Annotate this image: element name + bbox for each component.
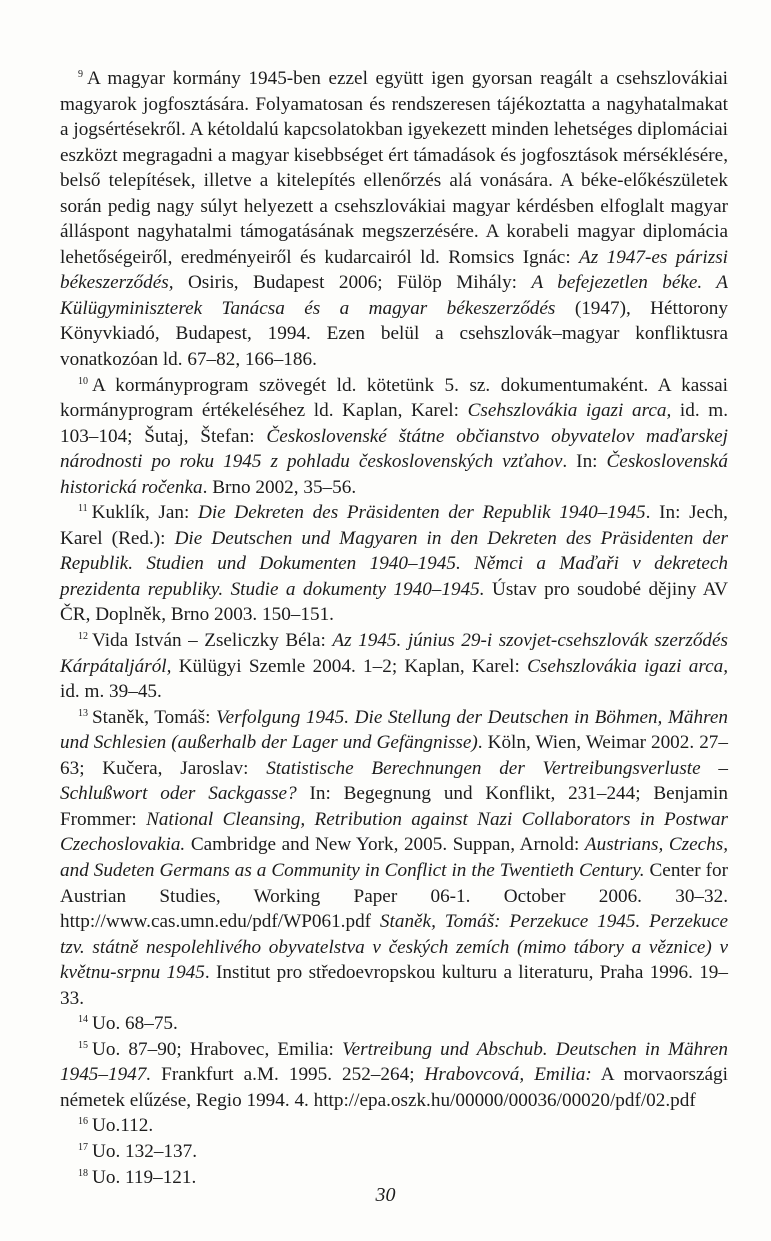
footnote-number: 18 (78, 1167, 88, 1179)
footnote-title-italic: National Cleansing, Retribution against Nazi Collaborators in Postwar Czechoslovakia. (60, 808, 728, 856)
footnote-text: A morvaországi németek elűzése, Regio 1994. 4. http://epa.oszk.hu/00000/00036/00020/pdf/02.pdf (60, 1064, 728, 1111)
footnote-number: 16 (78, 1116, 88, 1128)
footnote-text: Ústav pro soudobé dějiny AV ČR, Doplněk, Brno 2003. 150–151. (60, 578, 728, 626)
footnote-number: 15 (78, 1039, 88, 1051)
footnote-number: 13 (78, 707, 88, 719)
footnote (60, 628, 728, 705)
footnote (60, 373, 728, 501)
footnote-number: 10 (78, 375, 88, 387)
footnote (60, 1113, 728, 1139)
footnote-title-italic: Československé štátne občianstvo obyvatelov maďarskej národnosti po roku 1945 z pohladu československých vzťahov (60, 425, 728, 473)
footnote (60, 1037, 728, 1114)
footnote-title-italic: Az 1945. június 29-i szovjet-csehszlovák szerződés Kárpátaljáról, (60, 630, 728, 677)
footnote-number: 12 (78, 631, 88, 643)
footnote (60, 500, 728, 628)
footnote-text: Uo. 119–121. (92, 1166, 197, 1188)
footnote-number: 11 (78, 503, 88, 515)
footnote-text: In: Begegnung und Konflikt, 231–244; Benjamin Frommer: (60, 783, 728, 830)
footnote-number: 17 (78, 1141, 88, 1153)
footnote-title-italic: Az 1947-es párizsi békeszerződés, (60, 246, 728, 294)
footnote (60, 1139, 728, 1165)
footnote-title-italic: Statistische Berechnungen der Vertreibungsverluste – Schlußwort oder Sackgasse? (60, 757, 728, 805)
page-number: 30 (375, 1184, 396, 1206)
footnote-text: . Institut pro středoevropskou kulturu a literaturu, Praha 1996. 19–33. (60, 962, 728, 1009)
footnote-title-italic: Československá historická ročenka (60, 451, 728, 498)
footnote-title-italic: Hrabovcová, Emilia: (424, 1064, 592, 1086)
footnote-number: 9 (78, 69, 83, 80)
footnote (60, 705, 728, 1012)
footnote-title-italic: Austrians, Czechs, and Sudeten Germans as a Community in Conflict in the Twentieth Century. (60, 834, 728, 881)
footnote-text: Vida István – Zseliczky Béla: (92, 630, 333, 652)
footnote-text: Uo. 132–137. (92, 1140, 197, 1162)
footnote-text: Uo. 87–90; Hrabovec, Emilia: (92, 1038, 343, 1060)
footnote-text: Uo. 68–75. (92, 1013, 178, 1035)
footnote-title-italic: Die Deutschen und Magyaren in den Dekreten des Präsidenten der Republik. Studien und Dokumenten 1940–1945. Němci a Maďaři v dekretech prezidenta republiky. Studie a dokumenty 1940–1945. (60, 527, 728, 600)
footnote-text: . In: Jech, Karel (Red.): (60, 502, 728, 549)
footnote-title-italic: Staněk, Tomáš: Perzekuce 1945. Perzekuce tzv. státně nespolehlivého obyvatelstva v českých zemích (mimo tábory a věznice) v květnu-srpnu 1945 (60, 911, 728, 984)
footnote-text: Uo.112. (92, 1115, 154, 1137)
footnote-text: Kuklík, Jan: (91, 502, 198, 524)
footnote-text: Cambridge and New York, 2005. Suppan, Arnold: (185, 834, 585, 856)
footnote-text: Center for Austrian Studies, Working Paper 06-1. October 2006. 30–32. http://www.cas.umn.edu/pdf/WP061.pdf (60, 859, 728, 933)
footnote-text: . Brno 2002, 35–56. (202, 476, 357, 498)
footnote-text: Staněk, Tomáš: (92, 706, 217, 728)
footnote-text: id. m. 39–45. (60, 681, 162, 703)
footnote-text: . In: (562, 451, 607, 473)
footnote-title-italic: Vertreibung und Abschub. Deutschen in Mähren 1945–1947. (60, 1038, 729, 1086)
footnote-text: id. m. 103–104; Šutaj, Štefan: (60, 400, 728, 447)
footnote-title-italic: Csehszlovákia igazi arca, (527, 655, 728, 677)
footnote-title-italic: A befejezetlen béke. A Külügyminiszterek Tanácsa és a magyar békeszerződés (60, 272, 729, 319)
footnote-title-italic: Csehszlovákia igazi arca, (467, 400, 672, 422)
footnote-text: . Köln, Wien, Weimar 2002. 27–63; Kučera, Jaroslav: (60, 732, 728, 779)
footnote-text: Frankfurt a.M. 1995. 252–264; (151, 1064, 425, 1086)
footnote-text: A kormányprogram szövegét ld. kötetünk 5. sz. dokumentumaként. A kassai kormányprogram értékeléséhez ld. Kaplan, Karel: (60, 374, 728, 422)
footnote-text: A magyar kormány 1945-ben ezzel együtt igen gyorsan reagált a csehszlovákiai magyarok jogfosztására. Folyamatosan és rendszeresen tájékoztatta a nagyhatalmakat a jogsértésekről. A kétoldalú kapcsolatokban igyekezett minden lehetséges diplomáciai eszközt megragadni a magyar kisebbséget ért támadások és jogfosztások mérséklésére, belső telepítések, illetve a kitelepítés ellenőrzés alá vonására. A béke-előkészületek során pedig nagy súlyt helyezett a csehszlovákiai magyar kérdésben elfoglalt magyar álláspont nagyhatalmi támogatásának megszerzésére. A korabeli magyar diplomácia lehetőségeiről, eredményeiről és kudarcairól ld. Romsics Ignác: (60, 68, 728, 268)
footnote-title-italic: Verfolgung 1945. Die Stellung der Deutschen in Böhmen, Mähren und Schlesien (außerhalb der Lager und Gefängnisse) (60, 706, 728, 754)
footnote-title-italic: Die Dekreten des Präsidenten der Republik 1940–1945 (197, 502, 646, 524)
footnote-text: Osiris, Budapest 2006; Fülöp Mihály: (173, 272, 532, 294)
footnote (60, 1011, 728, 1037)
footnote (60, 66, 728, 373)
footnote-text: Külügyi Szemle 2004. 1–2; Kaplan, Karel: (171, 655, 528, 677)
footnote-number: 14 (78, 1014, 88, 1026)
footnotes-section (60, 66, 728, 1190)
footnote-text: (1947), Héttorony Könyvkiadó, Budapest, 1994. Ezen belül a csehszlovák–magyar konfliktusra vonatkozóan ld. 67–82, 166–186. (60, 297, 728, 371)
